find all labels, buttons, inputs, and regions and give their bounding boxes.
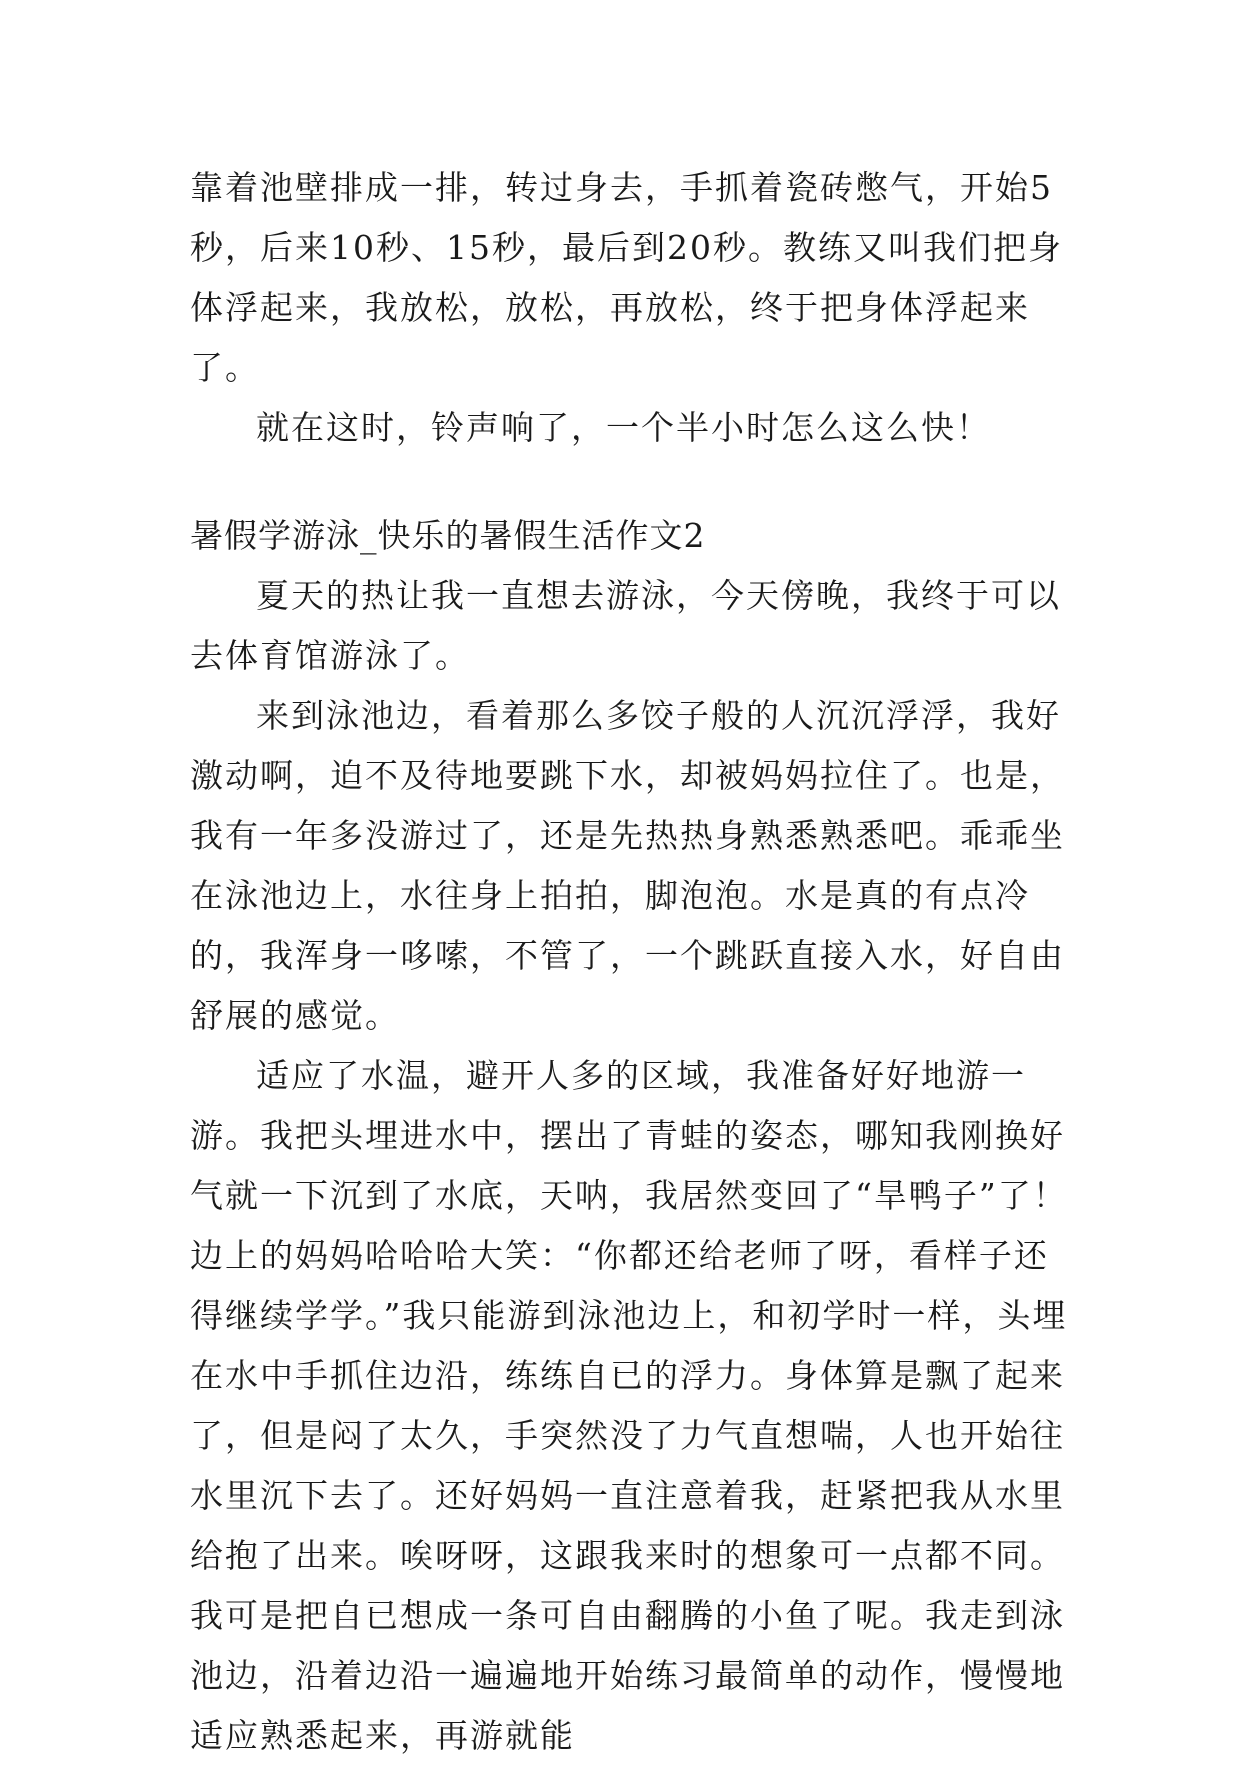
paragraph-summer-heat: 夏天的热让我一直想去游泳，今天傍晚，我终于可以去体育馆游泳了。 (190, 576, 1061, 675)
paragraph-continuation: 靠着池壁排成一排，转过身去，手抓着瓷砖憋气，开始5秒，后来10秒、15秒，最后到20秒。教练又叫我们把身体浮起来，我放松，放松，再放松，终于把身体浮起来了。 (190, 168, 1063, 387)
paragraph-pool-side: 来到泳池边，看着那么多饺子般的人沉沉浮浮，我好激动啊，迫不及待地要跳下水，却被妈妈拉住了。也是，我有一年多没游过了，还是先热热身熟悉熟悉吧。乖乖坐在泳池边上，水往身上拍拍，脚泡泡。水是真的有点冷的，我浑身一哆嗦，不管了，一个跳跃直接入水，好自由舒展的感觉。 (190, 696, 1065, 1035)
paragraph-bell-rings: 就在这时，铃声响了，一个半小时怎么这么快！ (256, 408, 991, 447)
paragraph-practice: 适应了水温，避开人多的区域，我准备好好地游一游。我把头埋进水中，摆出了青蛙的姿态，哪知我刚换好气就一下沉到了水底，天呐，我居然变回了“旱鸭子”了！边上的妈妈哈哈哈大笑：“你都还给老师了呀，看样子还得继续学学。”我只能游到泳池边上，和初学时一样，头埋在水中手抓住边沿，练练自已的浮力。身体算是飘了起来了，但是闷了太久，手突然没了力气直想喘，人也开始往水里沉下去了。还好妈妈一直注意着我，赶紧把我从水里给抱了出来。唉呀呀，这跟我来时的想象可一点都不同。我可是把自已想成一条可自由翻腾的小鱼了呢。我走到泳池边，沿着边沿一遍遍地开始练习最简单的动作，慢慢地适应熟悉起来，再游就能 (190, 1056, 1068, 1755)
essay-title: 暑假学游泳_快乐的暑假生活作文2 (190, 516, 706, 555)
document-body (190, 158, 1070, 1766)
section-gap (190, 458, 1070, 506)
